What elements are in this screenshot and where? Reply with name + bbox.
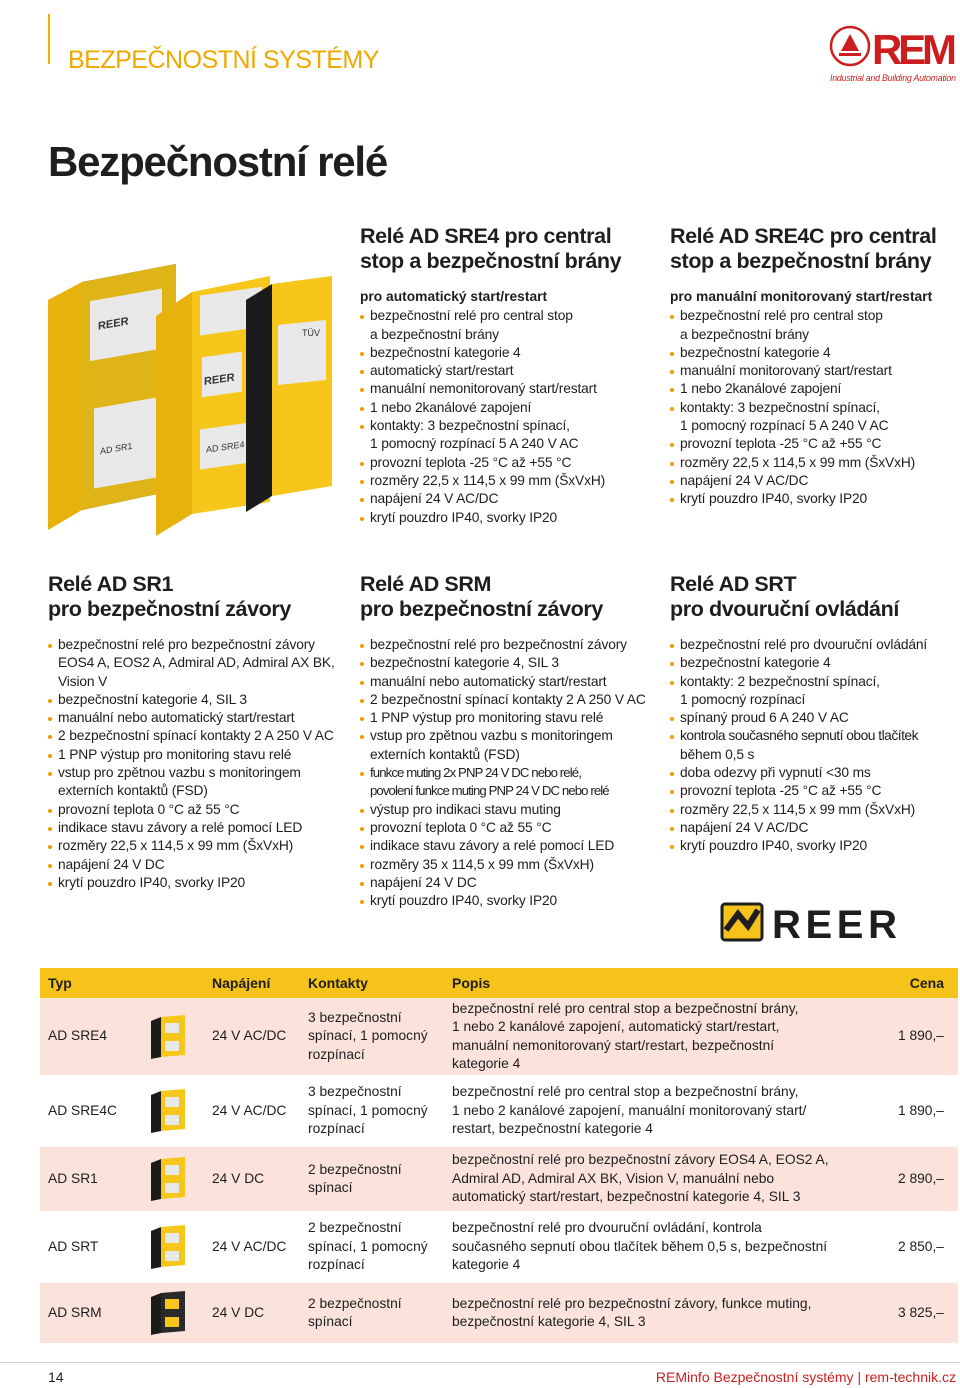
spec-item: bezpečnostní relé pro bezpečnostní závory EOS4 A, EOS2 A, Admiral AD, Admiral AX BK, Vision V [48, 636, 344, 691]
table-header-row [40, 968, 958, 998]
spec-list [48, 636, 344, 892]
spec-item: kontrola současného sepnutí obou tlačítek během 0,5 s [670, 727, 958, 764]
cell-popis: bezpečnostní relé pro bezpečnostní závory EOS4 A, EOS2 A, Admiral AD, Admiral AX BK, Vision V, manuální nebo automatický start/restart, bezpečnostní kategorie 4, SIL 3 [444, 1146, 848, 1212]
spec-item: manuální monitorovaný start/restart [670, 362, 960, 380]
cell-kontakty: 3 bezpečnostní spínací, 1 pomocný rozpínací [300, 998, 444, 1076]
col-header-kontakty: Kontakty [300, 968, 444, 998]
photo-label-brand-left: REER [98, 315, 129, 333]
reer-emblem-icon [722, 904, 762, 940]
spec-item: bezpečnostní kategorie 4, SIL 3 [360, 654, 656, 672]
spec-item: bezpečnostní kategorie 4 [360, 344, 656, 362]
cell-cena: 2 890,– [848, 1146, 958, 1212]
spec-list [360, 636, 656, 910]
cell-thumb [132, 998, 204, 1076]
cell-thumb [132, 1282, 204, 1344]
photo-label-model-left: AD SR1 [100, 440, 133, 457]
spec-item: bezpečnostní relé pro dvouruční ovládání [670, 636, 958, 654]
cell-popis: bezpečnostní relé pro dvouruční ovládání, kontrola současného sepnutí obou tlačítek během 0,5 s, bezpečnostní kategorie 4 [444, 1212, 848, 1282]
spec-block-title: Relé AD SRE4 pro central stop a bezpečnostní brány [360, 224, 622, 273]
spec-item: rozměry 22,5 x 114,5 x 99 mm (ŠxVxH) [48, 837, 344, 855]
spec-item: kontakty: 2 bezpečnostní spínací, 1 pomocný rozpínací [670, 673, 958, 710]
spec-item: 2 bezpečnostní spínací kontakty 2 A 250 V AC [48, 727, 344, 745]
cell-typ: AD SR1 [40, 1146, 132, 1212]
header-accent-line [48, 14, 50, 64]
spec-item: napájení 24 V AC/DC [360, 490, 656, 508]
rem-emblem-icon [831, 27, 869, 65]
spec-item: manuální nebo automatický start/restart [360, 673, 656, 691]
col-header-cena: Cena [848, 968, 958, 998]
footer-text: REMinfo Bezpečnostní systémy | rem-technik.cz [655, 1369, 956, 1385]
spec-item: napájení 24 V DC [360, 874, 656, 892]
cell-thumb [132, 1146, 204, 1212]
spec-item: indikace stavu závory a relé pomocí LED [48, 819, 344, 837]
spec-item: napájení 24 V AC/DC [670, 472, 960, 490]
cell-napajeni: 24 V AC/DC [204, 998, 300, 1076]
spec-item: rozměry 35 x 114,5 x 99 mm (ŠxVxH) [360, 856, 656, 874]
cell-cena: 2 850,– [848, 1212, 958, 1282]
cell-napajeni: 24 V AC/DC [204, 1212, 300, 1282]
spec-item: bezpečnostní kategorie 4, SIL 3 [48, 691, 344, 709]
footer-divider [0, 1362, 960, 1363]
rem-logo [828, 18, 958, 86]
spec-item: rozměry 22,5 x 114,5 x 99 mm (ŠxVxH) [670, 454, 960, 472]
relay-thumbnail-icon [147, 1013, 189, 1061]
spec-item: vstup pro zpětnou vazbu s monitoringem externích kontaktů (FSD) [360, 727, 656, 764]
cell-thumb [132, 1212, 204, 1282]
spec-item: napájení 24 V AC/DC [670, 819, 958, 837]
cell-kontakty: 2 bezpečnostní spínací [300, 1146, 444, 1212]
spec-item: krytí pouzdro IP40, svorky IP20 [670, 837, 958, 855]
cell-typ: AD SRE4 [40, 998, 132, 1076]
cell-napajeni: 24 V DC [204, 1146, 300, 1212]
product-photo-relays [40, 240, 340, 540]
spec-item: doba odezvy při vypnutí <30 ms [670, 764, 958, 782]
cell-cena: 1 890,– [848, 1076, 958, 1146]
cell-typ: AD SRT [40, 1212, 132, 1282]
spec-item: 1 PNP výstup pro monitoring stavu relé [360, 709, 656, 727]
spec-item: krytí pouzdro IP40, svorky IP20 [360, 892, 656, 910]
relay-thumbnail-icon [147, 1087, 189, 1135]
col-header-thumb [132, 968, 204, 998]
spec-block-title: Relé AD SRM pro bezpečnostní závory [360, 572, 603, 621]
spec-block-title: Relé AD SRE4C pro central stop a bezpečnostní brány [670, 224, 937, 273]
spec-item: 1 PNP výstup pro monitoring stavu relé [48, 746, 344, 764]
spec-item: vstup pro zpětnou vazbu s monitoringem externích kontaktů (FSD) [48, 764, 344, 801]
cell-typ: AD SRE4C [40, 1076, 132, 1146]
spec-list [360, 307, 656, 527]
spec-item: bezpečnostní relé pro central stop a bezpečnostní brány [670, 307, 960, 344]
col-header-napajeni: Napájení [204, 968, 300, 998]
spec-item: provozní teplota -25 °C až +55 °C [670, 782, 958, 800]
cell-napajeni: 24 V AC/DC [204, 1076, 300, 1146]
spec-block-subtitle: pro automatický start/restart [360, 289, 548, 304]
cell-thumb [132, 1076, 204, 1146]
cell-kontakty: 2 bezpečnostní spínací [300, 1282, 444, 1344]
spec-item: kontakty: 3 bezpečnostní spínací, 1 pomocný rozpínací 5 A 240 V AC [670, 399, 960, 436]
spec-item: provozní teplota -25 °C až +55 °C [360, 454, 656, 472]
spec-item: krytí pouzdro IP40, svorky IP20 [48, 874, 344, 892]
price-table [40, 968, 958, 1345]
spec-item: indikace stavu závory a relé pomocí LED [360, 837, 656, 855]
cell-kontakty: 3 bezpečnostní spínací, 1 pomocný rozpínací [300, 1076, 444, 1146]
cell-popis: bezpečnostní relé pro bezpečnostní závory, funkce muting, bezpečnostní kategorie 4, SIL 3 [444, 1282, 848, 1344]
spec-block-title: Relé AD SRT pro dvouruční ovládání [670, 572, 899, 621]
photo-label-model-mid: AD SRE4 [206, 439, 245, 455]
col-header-typ: Typ [40, 968, 132, 998]
photo-label-tuv: TÜV [302, 328, 320, 338]
spec-item: krytí pouzdro IP40, svorky IP20 [360, 509, 656, 527]
spec-block-ad-srt [670, 572, 958, 856]
cell-popis: bezpečnostní relé pro central stop a bezpečnostní brány, 1 nebo 2 kanálové zapojení, manuální monitorovaný start/ restart, bezpečnostní kategorie 4 [444, 1076, 848, 1146]
spec-block-ad-sre4 [360, 224, 656, 527]
spec-item: manuální nemonitorovaný start/restart [360, 380, 656, 398]
cell-cena: 1 890,– [848, 998, 958, 1076]
spec-block-ad-srm [360, 572, 656, 910]
spec-item: funkce muting 2x PNP 24 V DC nebo relé, povolení funkce muting PNP 24 V DC nebo relé [360, 764, 656, 801]
spec-item: bezpečnostní relé pro bezpečnostní závory [360, 636, 656, 654]
cell-typ: AD SRM [40, 1282, 132, 1344]
table-row [40, 1212, 958, 1282]
spec-item: 1 nebo 2kanálové zapojení [670, 380, 960, 398]
spec-item: provozní teplota 0 °C až 55 °C [360, 819, 656, 837]
spec-block-ad-sr1 [48, 572, 344, 892]
spec-item: 2 bezpečnostní spínací kontakty 2 A 250 V AC [360, 691, 656, 709]
cell-napajeni: 24 V DC [204, 1282, 300, 1344]
spec-item: bezpečnostní kategorie 4 [670, 344, 960, 362]
table-row [40, 1282, 958, 1344]
reer-logo [720, 900, 900, 944]
cell-popis: bezpečnostní relé pro central stop a bezpečnostní brány, 1 nebo 2 kanálové zapojení, automatický start/restart, manuální nemonitorovaný start/restart, bezpečnostní kategorie 4 [444, 998, 848, 1076]
cell-cena: 3 825,– [848, 1282, 958, 1344]
spec-item: provozní teplota 0 °C až 55 °C [48, 801, 344, 819]
spec-item: rozměry 22,5 x 114,5 x 99 mm (ŠxVxH) [670, 801, 958, 819]
photo-label-brand-mid: REER [204, 371, 235, 388]
spec-item: automatický start/restart [360, 362, 656, 380]
table-row [40, 1146, 958, 1212]
rem-logo-tagline: Industrial and Building Automation [830, 73, 956, 83]
spec-list [670, 636, 958, 856]
rem-logo-text: REM [872, 26, 954, 73]
spec-item: bezpečnostní relé pro central stop a bezpečnostní brány [360, 307, 656, 344]
spec-item: rozměry 22,5 x 114,5 x 99 mm (ŠxVxH) [360, 472, 656, 490]
page-number: 14 [48, 1369, 64, 1385]
col-header-popis: Popis [444, 968, 848, 998]
spec-item: 1 nebo 2kanálové zapojení [360, 399, 656, 417]
spec-item: manuální nebo automatický start/restart [48, 709, 344, 727]
spec-item: výstup pro indikaci stavu muting [360, 801, 656, 819]
spec-item: bezpečnostní kategorie 4 [670, 654, 958, 672]
spec-item: provozní teplota -25 °C až +55 °C [670, 435, 960, 453]
spec-item: krytí pouzdro IP40, svorky IP20 [670, 490, 960, 508]
spec-block-ad-sre4c [670, 224, 960, 509]
spec-item: spínaný proud 6 A 240 V AC [670, 709, 958, 727]
relay-thumbnail-icon [147, 1155, 189, 1203]
spec-block-title: Relé AD SR1 pro bezpečnostní závory [48, 572, 291, 621]
page-title: Bezpečnostní relé [48, 138, 388, 185]
relay-thumbnail-icon [147, 1289, 189, 1337]
relay-thumbnail-icon [147, 1223, 189, 1271]
spec-block-subtitle: pro manuální monitorovaný start/restart [670, 289, 933, 304]
table-row [40, 1076, 958, 1146]
spec-item: kontakty: 3 bezpečnostní spínací, 1 pomocný rozpínací 5 A 240 V AC [360, 417, 656, 454]
reer-logo-text: REER [772, 903, 896, 944]
spec-item: napájení 24 V DC [48, 856, 344, 874]
spec-list [670, 307, 960, 508]
table-row [40, 998, 958, 1076]
cell-kontakty: 2 bezpečnostní spínací, 1 pomocný rozpínací [300, 1212, 444, 1282]
section-title: BEZPEČNOSTNÍ SYSTÉMY [68, 46, 379, 74]
